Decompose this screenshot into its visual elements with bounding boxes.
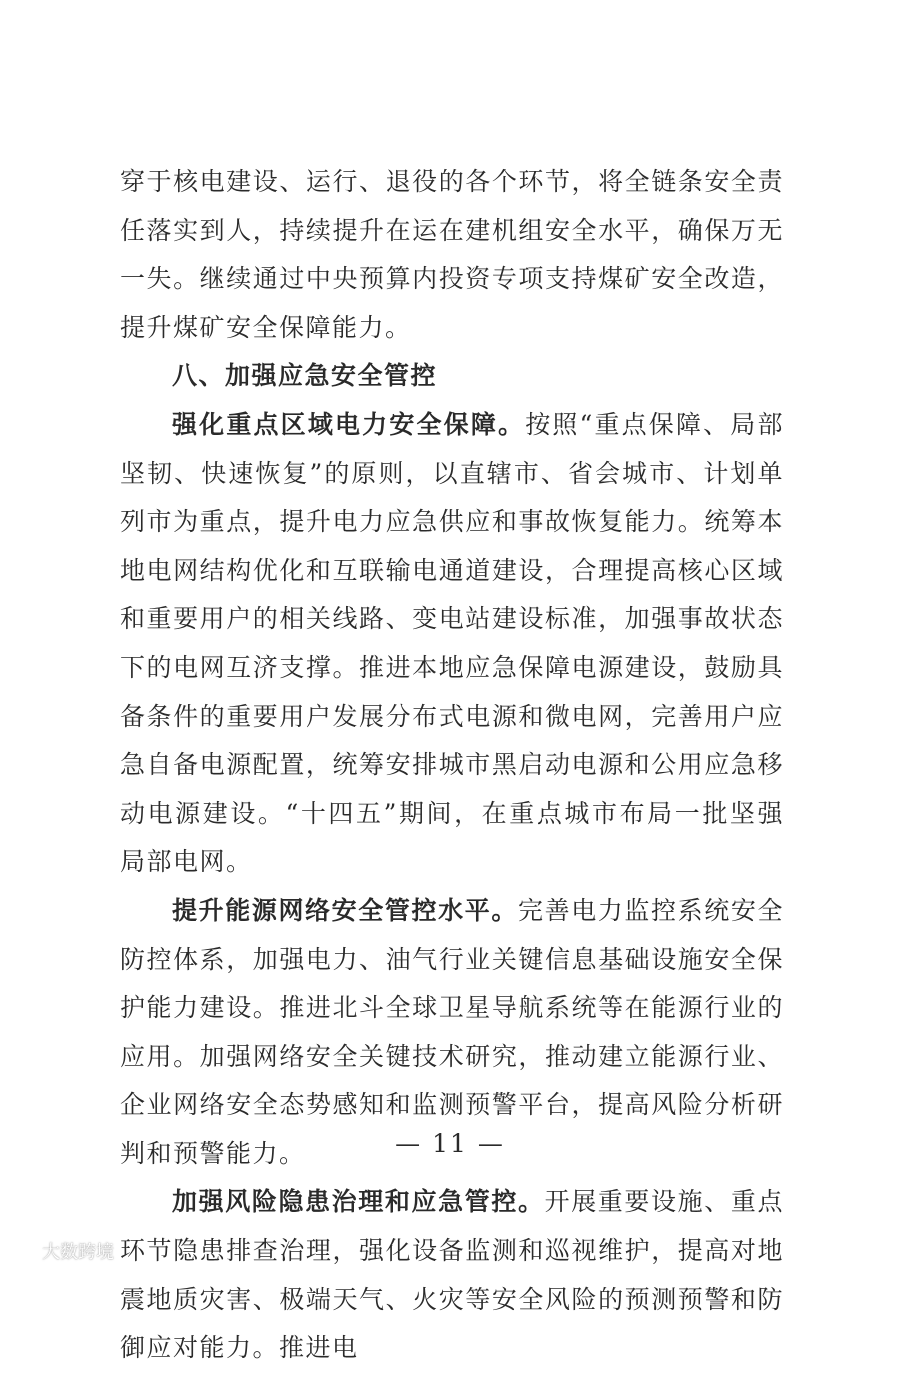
paragraph-lead: 强化重点区域电力安全保障。 <box>172 409 526 439</box>
paragraph-text: 完善电力监控系统安全防控体系，加强电力、油气行业关键信息基础设施安全保护能力建设。推进北斗全球卫星导航系统等在能源行业的应用。加强网络安全关键技术研究，推动建立能源行业、企业网络安全态势感知和监测预警平台，提高风险分析研判和预警能力。 <box>120 895 784 1168</box>
paragraph-text: 开展重要设施、重点环节隐患排查治理，强化设备监测和巡视维护，提高对地震地质灾害、极端天气、火灾等安全风险的预测预警和防御应对能力。推进电 <box>120 1187 784 1363</box>
paragraph-risk-management <box>120 1178 784 1372</box>
paragraph-text: 按照“重点保障、局部坚韧、快速恢复”的原则，以直辖市、省会城市、计划单列市为重点，提升电力应急供应和事故恢复能力。统筹本地电网结构优化和互联输电通道建设，合理提高核心区域和重要用户的相关线路、变电站建设标准，加强事故状态下的电网互济支撑。推进本地应急保障电源建设，鼓励具备条件的重要用户发展分布式电源和微电网，完善用户应急自备电源配置，统筹安排城市黑启动电源和公用应急移动电源建设。“十四五”期间，在重点城市布局一批坚强局部电网。 <box>120 409 784 877</box>
paragraph-lead: 加强风险隐患治理和应急管控。 <box>172 1187 545 1217</box>
page-number: — 11 — <box>395 1129 505 1158</box>
paragraph-nuclear-coal-safety <box>120 158 784 352</box>
section-heading: 八、加强应急安全管控 <box>172 361 438 391</box>
paragraph-text: 穿于核电建设、运行、退役的各个环节，将全链条安全责任落实到人，持续提升在运在建机组安全水平，确保万无一失。继续通过中央预算内投资专项支持煤矿安全改造，提升煤矿安全保障能力。 <box>120 167 784 342</box>
paragraph-power-security <box>120 401 784 887</box>
watermark <box>8 1238 114 1264</box>
paragraph-lead: 提升能源网络安全管控水平。 <box>172 895 518 925</box>
document-body <box>120 158 784 1373</box>
brand-logo-icon <box>8 1240 38 1262</box>
watermark-text: 大数跨境 <box>42 1242 114 1263</box>
